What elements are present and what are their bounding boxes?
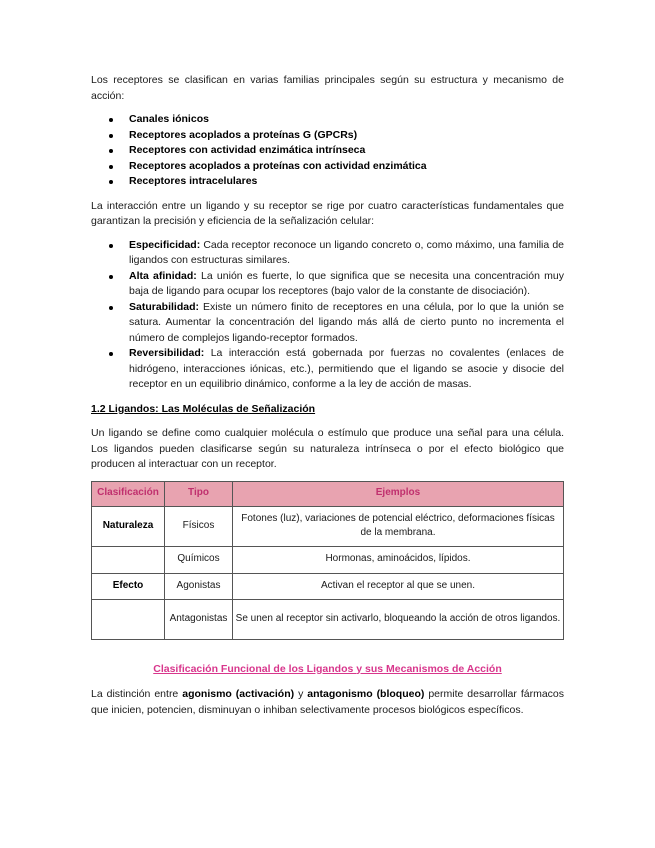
- section-heading: 1.2 Ligandos: Las Moléculas de Señalización: [91, 402, 316, 415]
- cell-ejemplos: Activan el receptor al que se unen.: [233, 573, 564, 599]
- table-row: [92, 506, 564, 546]
- list-item: Receptores con actividad enzimática intrínseca: [91, 143, 564, 159]
- functional-classification-title: Clasificación Funcional de los Ligandos y sus Mecanismos de Acción: [153, 662, 502, 675]
- table-header-row: [92, 481, 564, 506]
- interaction-paragraph: La interacción entre un ligando y su receptor se rige por cuatro características fundamentales que garantizan la precisión y eficiencia de la señalización celular:: [91, 199, 564, 227]
- table-row: [92, 573, 564, 599]
- cell-tipo: Físicos: [165, 506, 233, 546]
- cell-tipo: Agonistas: [165, 573, 233, 599]
- list-item: Receptores intracelulares: [91, 174, 564, 190]
- characteristics-list: [91, 238, 564, 393]
- intro-paragraph: Los receptores se clasifican en varias familias principales según su estructura y mecanismo de acción:: [91, 74, 564, 102]
- page-content: [91, 73, 564, 718]
- table-row: [92, 546, 564, 573]
- group-naturaleza: Naturaleza: [92, 506, 165, 546]
- cell-tipo: Antagonistas: [165, 599, 233, 639]
- ligand-paragraph: Un ligando se define como cualquier molécula o estímulo que produce una señal para una célula. Los ligandos pueden clasificarse según su naturaleza intrínseca o por el efecto biológico que producen al interactuar con un receptor.: [91, 427, 564, 470]
- table-row: [92, 599, 564, 639]
- receptor-families-list: [91, 112, 564, 190]
- list-item: Canales iónicos: [91, 112, 564, 128]
- cell-tipo: Químicos: [165, 546, 233, 573]
- list-item: Alta afinidad: La unión es fuerte, lo que significa que se necesita una concentración muy baja de ligando para ocupar los receptores (bajo valor de la constante de disociación).: [91, 269, 564, 300]
- ligand-classification-table: [91, 481, 564, 640]
- list-item: Especificidad: Cada receptor reconoce un ligando concreto o, como máximo, una familia de ligandos con estructuras similares.: [91, 238, 564, 269]
- cell-ejemplos: Se unen al receptor sin activarlo, bloqueando la acción de otros ligandos.: [233, 599, 564, 639]
- header-clasificacion: Clasificación: [92, 481, 165, 506]
- list-item: Saturabilidad: Existe un número finito de receptores en una célula, por lo que la unión se satura. Aumentar la concentración del ligando más allá de cierto punto no incrementa el número de complejos ligando-receptor formados.: [91, 300, 564, 347]
- group-efecto: Efecto: [92, 573, 165, 599]
- list-item: Receptores acoplados a proteínas con actividad enzimática: [91, 159, 564, 175]
- header-tipo: Tipo: [165, 481, 233, 506]
- list-item: Receptores acoplados a proteínas G (GPCRs): [91, 128, 564, 144]
- list-item: Reversibilidad: La interacción está gobernada por fuerzas no covalentes (enlaces de hidrógeno, interacciones iónicas, etc.), permitiendo que el ligando se asocie y disocie del receptor en un equilibrio dinámico, conforme a la ley de acción de masas.: [91, 346, 564, 393]
- cell-ejemplos: Hormonas, aminoácidos, lípidos.: [233, 546, 564, 573]
- header-ejemplos: Ejemplos: [233, 481, 564, 506]
- cell-ejemplos: Fotones (luz), variaciones de potencial eléctrico, deformaciones físicas de la membrana.: [233, 506, 564, 546]
- final-paragraph: La distinción entre agonismo (activación) y antagonismo (bloqueo) permite desarrollar fármacos que inicien, potencien, disminuyan o inhiban selectivamente procesos biológicos específicos.: [91, 688, 565, 716]
